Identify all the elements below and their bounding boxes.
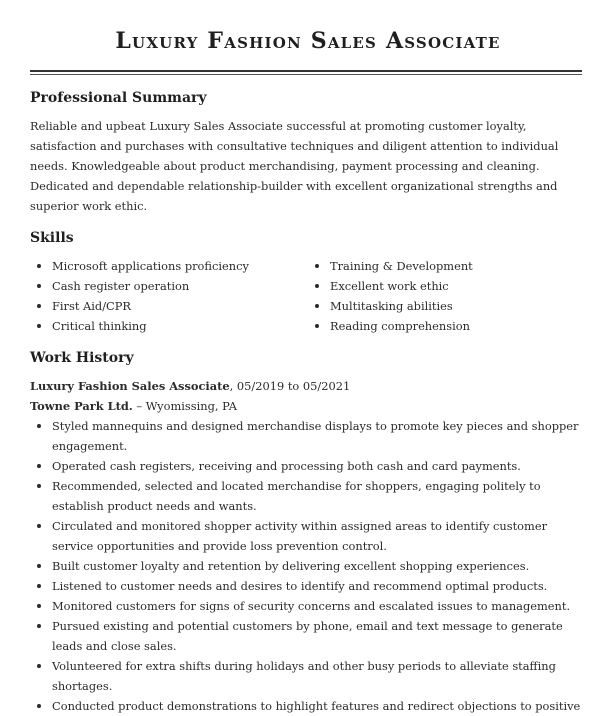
company-location: – Wyomissing, PA [132, 399, 237, 413]
job-duty-item: Operated cash registers, receiving and processing both cash and card payments. [30, 456, 586, 476]
professional-summary-heading: Professional Summary [30, 90, 207, 106]
job-duty-item: Pursued existing and potential customers by phone, email and text message to generate leads and close sales. [30, 616, 586, 656]
skill-item: First Aid/CPR [30, 296, 308, 316]
job-duties-list [30, 416, 586, 716]
job-duty-item: Listened to customer needs and desires to identify and recommend optimal products. [30, 576, 586, 596]
skill-item: Multitasking abilities [308, 296, 586, 316]
professional-summary-section [30, 88, 586, 216]
job-duty-item: Recommended, selected and located merchandise for shoppers, engaging politely to establish product needs and wants. [30, 476, 586, 516]
skill-item: Critical thinking [30, 316, 308, 336]
skills-column-left [30, 256, 308, 336]
job-duty-item: Built customer loyalty and retention by delivering excellent shopping experiences. [30, 556, 586, 576]
company-name: Towne Park Ltd. [30, 399, 133, 413]
job-duty-item: Circulated and monitored shopper activity within assigned areas to identify customer service opportunities and provide loss prevention control. [30, 516, 586, 556]
skills-heading: Skills [30, 230, 74, 246]
skills-column-right [308, 256, 586, 336]
job-dates: , 05/2019 to 05/2021 [229, 379, 351, 393]
company-line [30, 396, 586, 416]
job-duty-item: Volunteered for extra shifts during holidays and other busy periods to alleviate staffing shortages. [30, 656, 586, 696]
skill-item: Excellent work ethic [308, 276, 586, 296]
job-duty-item: Styled mannequins and designed merchandise displays to promote key pieces and shopper engagement. [30, 416, 586, 456]
skills-grid [30, 256, 586, 336]
skill-item: Reading comprehension [308, 316, 586, 336]
job-duty-item: Monitored customers for signs of security concerns and escalated issues to management. [30, 596, 586, 616]
skills-section [30, 228, 586, 336]
skill-item: Microsoft applications proficiency [30, 256, 308, 276]
job-duty-item: Conducted product demonstrations to highlight features and redirect objections to positive [30, 696, 586, 716]
skill-item: Cash register operation [30, 276, 308, 296]
resume-title: Luxury Fashion Sales Associate [115, 28, 501, 54]
job-position: Luxury Fashion Sales Associate [30, 379, 230, 393]
job-title-line [30, 376, 586, 396]
work-history-heading: Work History [30, 350, 134, 366]
professional-summary-text: Reliable and upbeat Luxury Sales Associate successful at promoting customer loyalty, satisfaction and purchases with consultative techniques and diligent attention to individual needs. Knowledgeable about product merchandising, payment processing and cleaning. Dedicated and dependable relationship-builder with excellent organizational strengths and superior work ethic. [30, 119, 559, 213]
resume-content [30, 88, 586, 716]
title-divider-thick [30, 70, 582, 72]
title-divider-thin [30, 74, 582, 75]
work-history-section [30, 348, 586, 716]
skill-item: Training & Development [308, 256, 586, 276]
